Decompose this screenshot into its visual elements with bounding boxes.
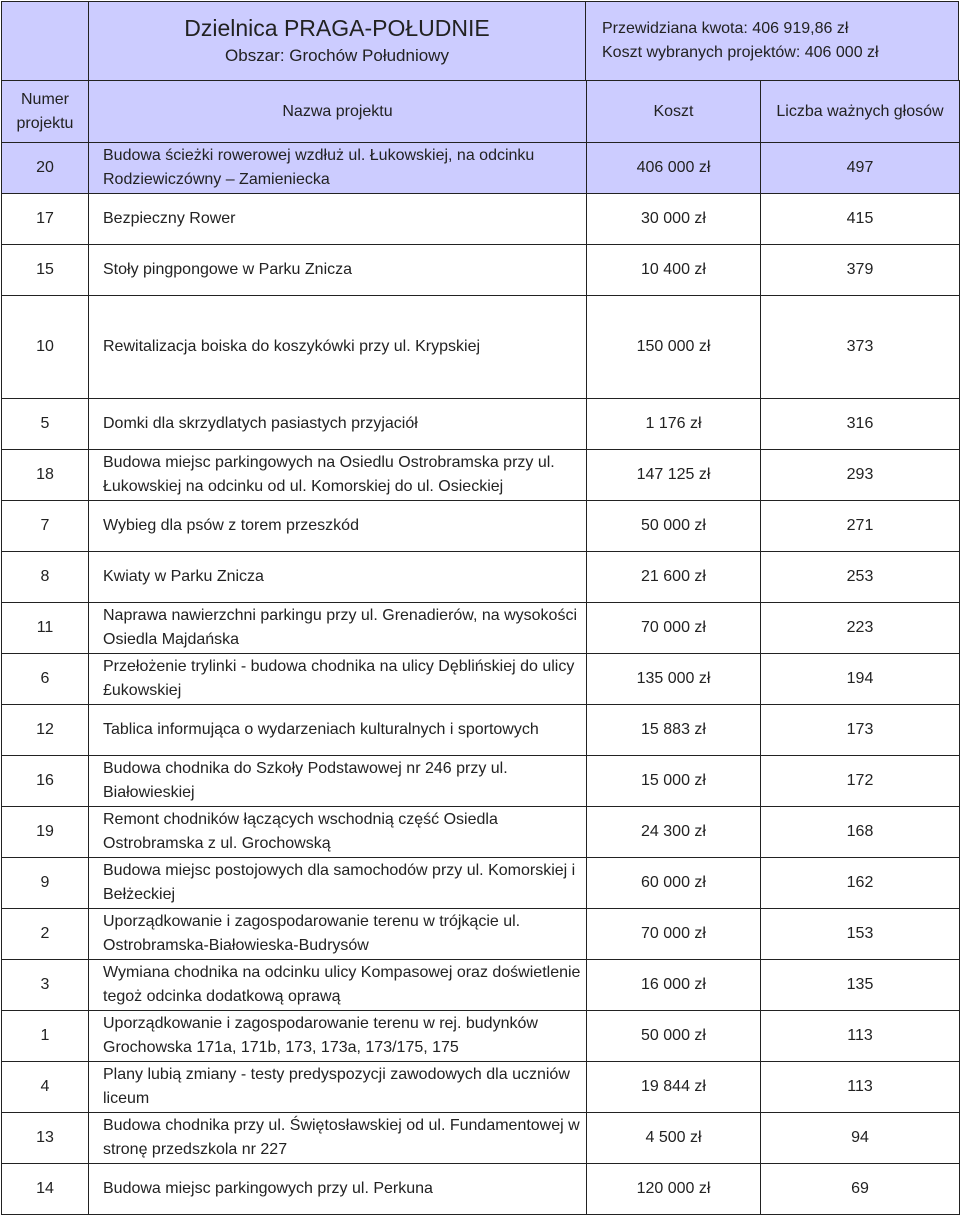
project-cost: 50 000 zł xyxy=(587,501,761,552)
table-row xyxy=(2,194,960,245)
project-name: Bezpieczny Rower xyxy=(89,194,587,245)
table-row xyxy=(2,756,960,807)
project-votes: 168 xyxy=(761,807,960,858)
project-name: Budowa chodnika do Szkoły Podstawowej nr 246 przy ul. Białowieskiej xyxy=(89,756,587,807)
project-votes: 135 xyxy=(761,960,960,1011)
project-votes: 253 xyxy=(761,552,960,603)
district-header-cell xyxy=(88,1,586,81)
table-row xyxy=(2,552,960,603)
column-header-row xyxy=(2,81,960,143)
project-name: Remont chodników łączących wschodnią część Osiedla Ostrobramska z ul. Grochowską xyxy=(89,807,587,858)
project-votes: 172 xyxy=(761,756,960,807)
results-sheet xyxy=(1,1,959,1221)
project-name: Uporządkowanie i zagospodarowanie terenu w trójkącie ul. Ostrobramska-Białowieska-Budrysów xyxy=(89,909,587,960)
column-header-cost: Koszt xyxy=(587,81,761,143)
project-number: 10 xyxy=(2,296,89,399)
project-name: Wybieg dla psów z torem przeszkód xyxy=(89,501,587,552)
project-name: Budowa ścieżki rowerowej wzdłuż ul. Łukowskiej, na odcinku Rodziewiczówny – Zamieniecka xyxy=(89,143,587,194)
project-votes: 373 xyxy=(761,296,960,399)
project-number: 3 xyxy=(2,960,89,1011)
project-number: 9 xyxy=(2,858,89,909)
project-name: Budowa miejsc postojowych dla samochodów przy ul. Komorskiej i Bełżeckiej xyxy=(89,858,587,909)
project-number: 14 xyxy=(2,1164,89,1215)
table-row xyxy=(2,1164,960,1215)
table-row xyxy=(2,858,960,909)
project-votes: 153 xyxy=(761,909,960,960)
project-cost: 60 000 zł xyxy=(587,858,761,909)
table-row xyxy=(2,654,960,705)
project-cost: 10 400 zł xyxy=(587,245,761,296)
project-number: 20 xyxy=(2,143,89,194)
project-cost: 150 000 zł xyxy=(587,296,761,399)
project-cost: 24 300 zł xyxy=(587,807,761,858)
project-cost: 15 000 zł xyxy=(587,756,761,807)
column-header-votes: Liczba ważnych głosów xyxy=(761,81,960,143)
project-name: Uporządkowanie i zagospodarowanie terenu w rej. budynków Grochowska 171a, 171b, 173, 173a, 173/175, 175 xyxy=(89,1011,587,1062)
project-number: 5 xyxy=(2,399,89,450)
table-row xyxy=(2,450,960,501)
table-row xyxy=(2,603,960,654)
project-number: 19 xyxy=(2,807,89,858)
project-votes: 113 xyxy=(761,1011,960,1062)
table-row xyxy=(2,143,960,194)
table-row xyxy=(2,245,960,296)
project-votes: 162 xyxy=(761,858,960,909)
project-number: 13 xyxy=(2,1113,89,1164)
projects-table-body xyxy=(2,143,960,1215)
expected-amount: Przewidziana kwota: 406 919,86 zł xyxy=(602,20,849,37)
project-votes: 173 xyxy=(761,705,960,756)
project-name: Budowa chodnika przy ul. Świętosławskiej od ul. Fundamentowej w stronę przedszkola nr 227 xyxy=(89,1113,587,1164)
project-name: Wymiana chodnika na odcinku ulicy Kompasowej oraz doświetlenie tegoż odcinka dodatkową oprawą xyxy=(89,960,587,1011)
project-cost: 30 000 zł xyxy=(587,194,761,245)
project-cost: 147 125 zł xyxy=(587,450,761,501)
project-name: Naprawa nawierzchni parkingu przy ul. Grenadierów, na wysokości Osiedla Majdańska xyxy=(89,603,587,654)
project-name: Stoły pingpongowe w Parku Znicza xyxy=(89,245,587,296)
project-number: 11 xyxy=(2,603,89,654)
project-cost: 16 000 zł xyxy=(587,960,761,1011)
project-cost: 19 844 zł xyxy=(587,1062,761,1113)
project-cost: 15 883 zł xyxy=(587,705,761,756)
project-cost: 406 000 zł xyxy=(587,143,761,194)
selected-cost: Koszt wybranych projektów: 406 000 zł xyxy=(602,44,879,61)
project-cost: 70 000 zł xyxy=(587,909,761,960)
project-votes: 94 xyxy=(761,1113,960,1164)
project-cost: 1 176 zł xyxy=(587,399,761,450)
project-cost: 4 500 zł xyxy=(587,1113,761,1164)
table-row xyxy=(2,1113,960,1164)
project-votes: 316 xyxy=(761,399,960,450)
project-number: 17 xyxy=(2,194,89,245)
project-number: 7 xyxy=(2,501,89,552)
project-votes: 379 xyxy=(761,245,960,296)
project-number: 18 xyxy=(2,450,89,501)
project-cost: 21 600 zł xyxy=(587,552,761,603)
project-name: Budowa miejsc parkingowych przy ul. Perkuna xyxy=(89,1164,587,1215)
project-name: Kwiaty w Parku Znicza xyxy=(89,552,587,603)
table-row xyxy=(2,807,960,858)
projects-table xyxy=(1,80,960,1215)
project-votes: 69 xyxy=(761,1164,960,1215)
project-votes: 497 xyxy=(761,143,960,194)
table-row xyxy=(2,705,960,756)
project-votes: 113 xyxy=(761,1062,960,1113)
project-cost: 120 000 zł xyxy=(587,1164,761,1215)
area-name: Obszar: Grochów Południowy xyxy=(225,46,449,65)
project-number: 2 xyxy=(2,909,89,960)
project-votes: 223 xyxy=(761,603,960,654)
district-name: Dzielnica PRAGA-POŁUDNIE xyxy=(184,15,490,41)
project-name: Rewitalizacja boiska do koszykówki przy ul. Krypskiej xyxy=(89,296,587,399)
project-number: 12 xyxy=(2,705,89,756)
project-votes: 415 xyxy=(761,194,960,245)
column-header-name: Nazwa projektu xyxy=(89,81,587,143)
project-votes: 194 xyxy=(761,654,960,705)
project-number: 6 xyxy=(2,654,89,705)
project-number: 4 xyxy=(2,1062,89,1113)
table-row xyxy=(2,399,960,450)
project-name: Tablica informująca o wydarzeniach kulturalnych i sportowych xyxy=(89,705,587,756)
amounts-header-cell xyxy=(585,1,959,81)
project-name: Domki dla skrzydlatych pasiastych przyjaciół xyxy=(89,399,587,450)
column-header-number: Numer projektu xyxy=(2,81,89,143)
table-row xyxy=(2,296,960,399)
table-row xyxy=(2,960,960,1011)
table-row xyxy=(2,1011,960,1062)
header-spacer-cell xyxy=(1,1,89,81)
project-number: 15 xyxy=(2,245,89,296)
project-name: Plany lubią zmiany - testy predyspozycji zawodowych dla uczniów liceum xyxy=(89,1062,587,1113)
project-number: 1 xyxy=(2,1011,89,1062)
project-cost: 70 000 zł xyxy=(587,603,761,654)
project-votes: 271 xyxy=(761,501,960,552)
project-votes: 293 xyxy=(761,450,960,501)
table-row xyxy=(2,909,960,960)
table-row xyxy=(2,501,960,552)
table-row xyxy=(2,1062,960,1113)
project-name: Budowa miejsc parkingowych na Osiedlu Ostrobramska przy ul. Łukowskiej na odcinku od ul. Komorskiej do ul. Osieckiej xyxy=(89,450,587,501)
project-number: 16 xyxy=(2,756,89,807)
project-cost: 135 000 zł xyxy=(587,654,761,705)
project-number: 8 xyxy=(2,552,89,603)
project-name: Przełożenie trylinki - budowa chodnika na ulicy Dęblińskiej do ulicy £ukowskiej xyxy=(89,654,587,705)
project-cost: 50 000 zł xyxy=(587,1011,761,1062)
